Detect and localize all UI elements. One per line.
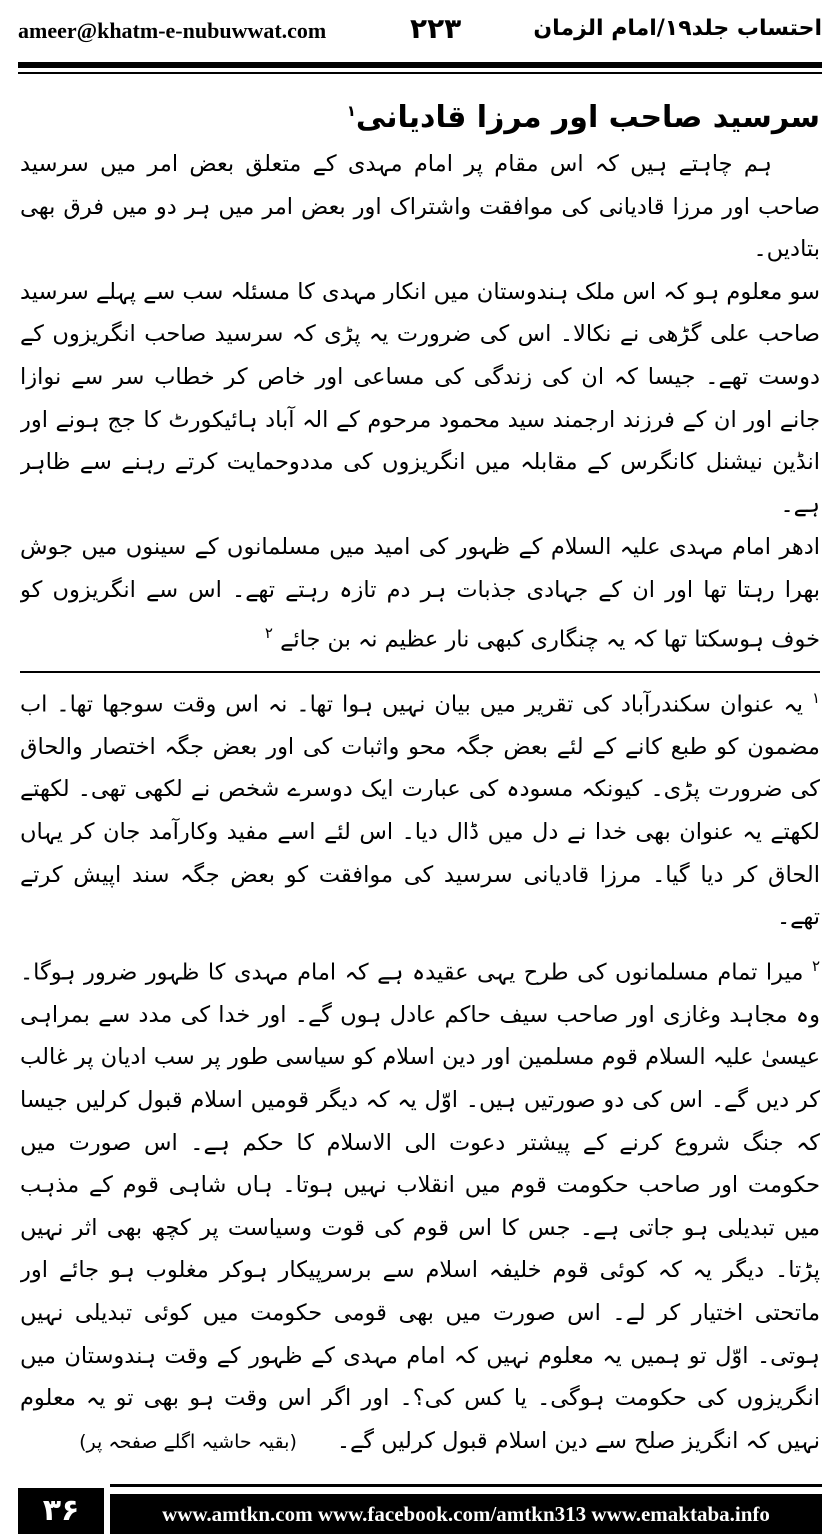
paragraph-note-marker: ۲ [264, 623, 273, 642]
footer-rule [110, 1484, 822, 1487]
article-paragraph-3-text: ادھر امام مہدی علیہ السلام کے ظہور کی امید میں مسلمانوں کے سینوں میں جوش بھرا رہتا تھا اور ان کے جہادی جذبات ہر دم تازہ رہتے تھے۔ اس سے انگریزوں کو خوف ہوسکتا تھا کہ یہ چنگاری کبھی نار عظیم نہ بن جائے [20, 534, 820, 653]
footnote-2-marker: ۲ [811, 956, 820, 975]
header-book-title: احتساب جلد۱۹/امام الزمان [533, 16, 822, 41]
footnote-1 [20, 677, 820, 939]
article-title-text: سرسید صاحب اور مرزا قادیانی [355, 100, 820, 135]
footnote-2-text: میرا تمام مسلمانوں کی طرح یہی عقیدہ ہے کہ امام مہدی کا ظہور ضرور ہوگا۔ وہ مجاہد وغازی اور صاحب سیف حاکم عادل ہوں گے۔ اور خدا کی مدد سے بمراہی عیسیٰ علیہ السلام قوم مسلمین اور دین اسلام کو سیاسی طور پر سب ادیان پر غالب کر دیں گے۔ اس کی دو صورتیں ہیں۔ اوّل یہ کہ دیگر قومیں اسلام قبول کرلیں جیسا کہ جنگ شروع کرنے کے پیشتر دعوت الی الاسلام کا حکم ہے۔ اس صورت میں حکومت اور صاحب حکومت قوم میں انقلاب نہیں ہوتا۔ ہاں شاہی قوم کے مذہب میں تبدیلی ہو جاتی ہے۔ جس کا اس قوم کی قوت وسیاست پر کچھ بھی اثر نہیں پڑتا۔ دیگر یہ کہ کوئی قوم خلیفہ اسلام سے برسرپیکار ہوکر مغلوب ہو جائے اور ماتحتی اختیار کر لے۔ اس صورت میں بھی قومی حکومت میں کوئی تبدیلی نہیں ہوتی۔ اوّل تو ہمیں یہ معلوم نہیں کہ امام مہدی کے ظہور کے وقت ہندوستان میں انگریزوں کی حکومت ہوگی۔ یا کس کی؟۔ اور اگر اس وقت ہو بھی تو یہ معلوم نہیں کہ انگریز صلح سے دین اسلام قبول کرلیں گے۔ [20, 959, 820, 1454]
footer-links[interactable]: www.amtkn.com www.facebook.com/amtkn313 www.emaktaba.info [110, 1494, 822, 1534]
header-rule-thick [18, 62, 822, 68]
page-header [18, 12, 822, 52]
article-paragraph-3 [20, 526, 820, 660]
footnote-1-text: یہ عنوان سکندرآباد کی تقریر میں بیان نہیں ہوا تھا۔ نہ اس وقت سوجھا تھا۔ اب مضمون کو طبع کانے کے لئے بعض جگہ محو واثبات کی اور بعض جگہ اختصار والحاق کی ضرورت پڑی۔ کیونکہ مسودہ کی عبارت ایک دوسرے شخص نے لکھی تھی۔ لکھتے لکھتے یہ عنوان بھی خدا نے دل میں ڈال دیا۔ اس لئے اسے مفید وکارآمد جان کر یہاں الحاق کر دیا گیا۔ مرزا قادیانی سرسید کی موافقت کو بعض جگہ سند اپیش کرتے تھے۔ [20, 691, 820, 931]
header-email[interactable]: ameer@khatm-e-nubuwwat.com [18, 18, 327, 43]
title-note-marker: ۱ [346, 102, 356, 120]
article-paragraph-2: سو معلوم ہو کہ اس ملک ہندوستان میں انکار مہدی کا مسئلہ سب سے پہلے سرسید صاحب علی گڑھی نے نکالا۔ اس کی ضرورت یہ پڑی کہ سرسید صاحب انگریزوں کے دوست تھے۔ جیسا کہ ان کی زندگی کی مساعی اور خاص کر خطاب سر سے نوازا جانے اور ان کے فرزند ارجمند سید محمود مرحوم کے الہ آباد ہائیکورٹ کا جج ہونے اور انڈین نیشنل کانگرس کے مقابلہ میں انگریزوں کی مددوحمایت کرتے رہنے سے ظاہر ہے۔ [20, 278, 820, 518]
footnote-1-marker: ۱ [811, 688, 820, 707]
article-title [20, 88, 820, 141]
footnote-2 [20, 945, 820, 1464]
footnote-divider [20, 671, 820, 673]
continuation-note: (بقیہ حاشیہ اگلے صفحہ پر) [79, 1430, 297, 1453]
article-paragraph-1: ہم چاہتے ہیں کہ اس مقام پر امام مہدی کے متعلق بعض امر میں سرسید صاحب اور مرزا قادیانی کی موافقت واشتراک اور بعض امر میں ہر دو میں فرق بھی بتادیں۔ [20, 151, 820, 263]
header-page-number: ۲۲۳ [410, 12, 462, 45]
page-content [20, 82, 820, 1477]
header-rule-thin [18, 72, 822, 74]
footer-page-number: ۳۶ [18, 1488, 104, 1534]
